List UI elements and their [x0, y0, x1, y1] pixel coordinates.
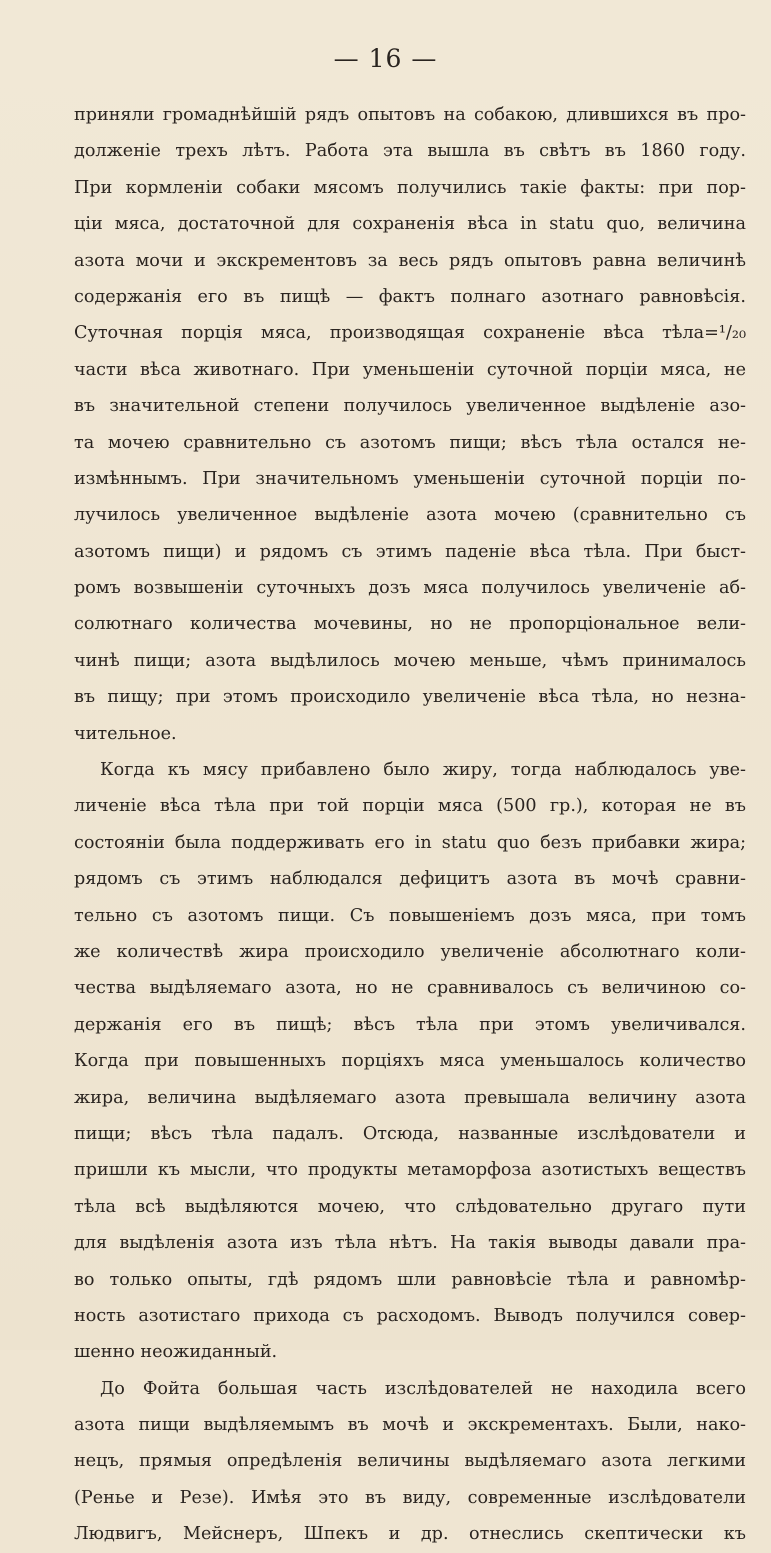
text-line: (Ренье и Резе). Имѣя это въ виду, современные изслѣдователи [74, 1487, 746, 1508]
text-line: азота мочи и экскрементовъ за весь рядъ опытовъ равна величинѣ [74, 250, 746, 271]
text-line: До Фойта большая часть изслѣдователей не находила всего [100, 1378, 746, 1399]
text-line: ромъ возвышенiи суточныхъ дозъ мяса получилось увеличенiе аб- [74, 578, 746, 599]
text-line: личенiе вѣса тѣла при той порцiи мяса (500 гр.), которая не въ [74, 796, 746, 817]
page-number: — 16 — [333, 44, 438, 73]
text-line: ность азотистаго прихода съ расходомъ. Выводъ получился совер- [74, 1305, 746, 1326]
text-line: пришли къ мысли, что продукты метаморфоза азотистыхъ веществъ [74, 1160, 746, 1181]
text-line: Людвигъ, Мейснеръ, Шпекъ и др. отнеслись скептически къ [74, 1524, 746, 1545]
text-line: шенно неожиданный. [74, 1342, 278, 1363]
text-line: рядомъ съ этимъ наблюдался дефицитъ азота въ мочѣ сравни- [74, 869, 746, 890]
paragraph-1 [74, 97, 746, 752]
text-line: тѣла всѣ выдѣляются мочею, что слѣдовательно другаго пути [74, 1196, 746, 1217]
text-line: солютнаго количества мочевины, но не пропорцiональное вели- [74, 614, 746, 635]
text-line: Суточная порцiя мяса, производящая сохраненiе вѣса тѣла=¹/₂₀ [74, 323, 746, 344]
text-line: состоянiи была поддерживать его in statu quo безъ прибавки жира; [74, 832, 746, 853]
paragraph-2 [74, 752, 746, 1371]
text-line: чительное. [74, 723, 177, 744]
text-line: въ значительной степени получилось увеличенное выдѣленiе азо- [74, 396, 746, 417]
text-line: Когда при повышенныхъ порцiяхъ мяса уменьшалось количество [74, 1051, 746, 1072]
text-line: нецъ, прямыя опредѣленiя величины выдѣляемаго азота легкими [74, 1451, 746, 1472]
text-line: та мочею сравнительно съ азотомъ пищи; вѣсъ тѣла остался не- [74, 432, 746, 453]
text-line: приняли громаднѣйшiй рядъ опытовъ на собакою, длившихся въ про- [74, 105, 746, 125]
text-line: жира, величина выдѣляемаго азота превышала величину азота [74, 1087, 746, 1108]
text-line: же количествѣ жира происходило увеличенiе абсолютнаго коли- [74, 941, 746, 962]
text-line: во только опыты, гдѣ рядомъ шли равновѣсiе тѣла и равномѣр- [74, 1269, 746, 1290]
text-line: измѣннымъ. При значительномъ уменьшенiи суточной порцiи по- [74, 468, 746, 489]
text-line: въ пищу; при этомъ происходило увеличенiе вѣса тѣла, но незна- [74, 687, 746, 708]
text-line: для выдѣленiя азота изъ тѣла нѣтъ. На такiя выводы давали пра- [74, 1233, 746, 1254]
text-line: части вѣса животнаго. При уменьшенiи суточной порцiи мяса, не [74, 359, 746, 380]
text-line: При кормленiи собаки мясомъ получились такiе факты: при пор- [74, 177, 746, 198]
text-line: Когда къ мясу прибавлено было жиру, тогда наблюдалось уве- [100, 760, 746, 781]
text-line: чинѣ пищи; азота выдѣлилось мочею меньше, чѣмъ принималось [74, 650, 746, 671]
text-line: содержанiя его въ пищѣ — фактъ полнаго азотнаго равновѣсiя. [74, 286, 746, 307]
text-line: долженiе трехъ лѣтъ. Работа эта вышла въ свѣтъ въ 1860 году. [74, 141, 746, 162]
text-line: держанiя его въ пищѣ; вѣсъ тѣла при этомъ увеличивался. [74, 1014, 746, 1035]
text-line: цiи мяса, достаточной для сохраненiя вѣса in statu quo, величина [74, 214, 746, 235]
text-line: азота пищи выдѣляемымъ въ мочѣ и экскрементахъ. Были, нако- [74, 1415, 746, 1436]
text-line: лучилось увеличенное выдѣленiе азота мочею (сравнительно съ [74, 505, 746, 526]
body-text [74, 97, 746, 1553]
text-line: чества выдѣляемаго азота, но не сравнивалось съ величиною со- [74, 978, 746, 999]
text-line: азотомъ пищи) и рядомъ съ этимъ паденiе вѣса тѣла. При быст- [74, 541, 746, 562]
text-line: тельно съ азотомъ пищи. Съ повышенiемъ дозъ мяса, при томъ [74, 905, 746, 926]
paragraph-3 [74, 1371, 746, 1553]
text-line: пищи; вѣсъ тѣла падалъ. Отсюда, названные изслѣдователи и [74, 1123, 746, 1144]
